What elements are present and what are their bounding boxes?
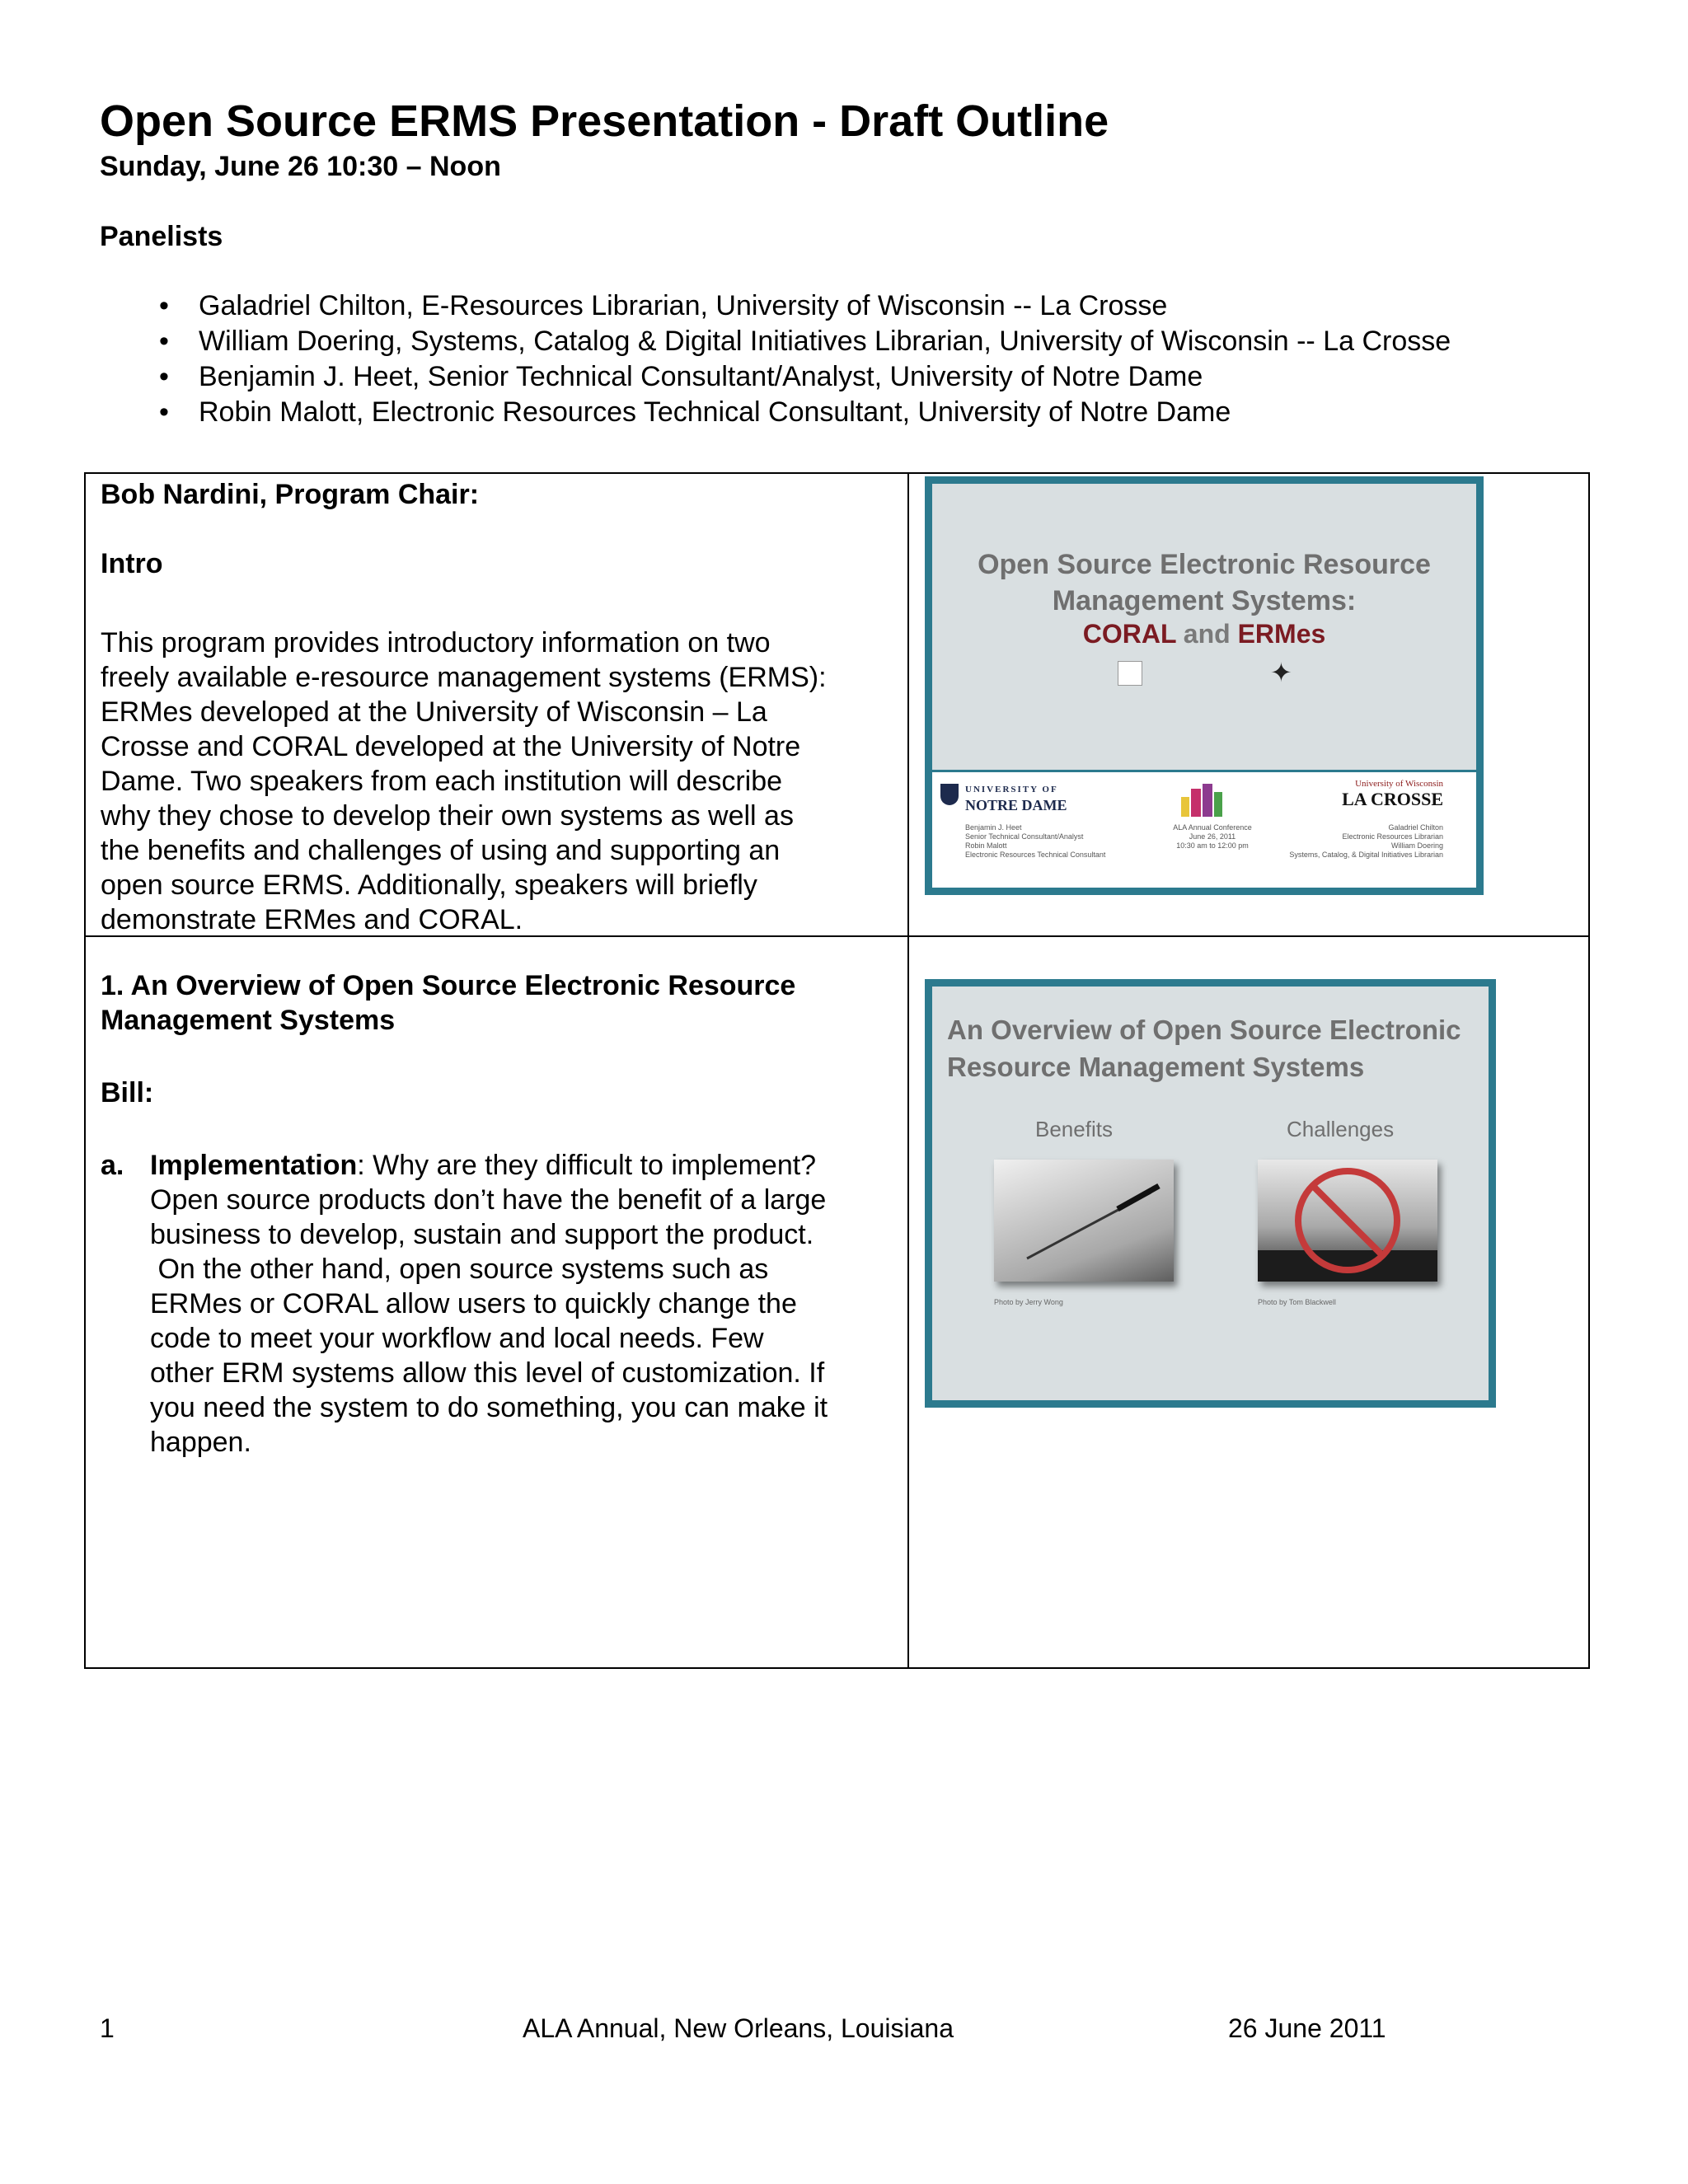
- intro-line: demonstrate ERMes and CORAL.: [101, 904, 523, 935]
- intro-line: ERMes developed at the University of Wisconsin – La: [101, 696, 767, 728]
- notre-dame-logo: UNIVERSITY OF NOTRE DAME: [965, 785, 1067, 813]
- handwriting-photo: [994, 1160, 1174, 1282]
- intro-line: the benefits and challenges of using and supporting an: [101, 835, 781, 866]
- slide-left-credits: Benjamin J. Heet Senior Technical Consultant/Analyst Robin Malott Electronic Resources Technical Consultant: [965, 823, 1106, 859]
- event-datetime: Sunday, June 26 10:30 – Noon: [100, 151, 501, 182]
- document-title: Open Source ERMS Presentation - Draft Outline: [100, 96, 1109, 146]
- panelist-item: • Benjamin J. Heet, Senior Technical Consultant/Analyst, University of Notre Dame: [100, 359, 1451, 395]
- coral-logo-icon: [1118, 661, 1142, 686]
- item-line: business to develop, sustain and support the product.: [150, 1219, 814, 1250]
- slide-footer: [932, 770, 1476, 888]
- protest-photo: [1258, 1160, 1437, 1282]
- photo-credit: Photo by Jerry Wong: [994, 1298, 1063, 1306]
- panelist-item: • William Doering, Systems, Catalog & Digital Initiatives Librarian, University of Wisconsin -- La Crosse: [100, 324, 1451, 359]
- item-marker: a.: [101, 1150, 124, 1181]
- benefits-label: Benefits: [1035, 1117, 1113, 1141]
- page-number: 1: [100, 2013, 115, 2043]
- slide-subtitle: CORAL and ERMes: [1082, 619, 1326, 649]
- notre-dame-shield-icon: [940, 784, 959, 805]
- footer-date: 26 June 2011: [1228, 2013, 1386, 2043]
- item-line: : Why are they difficult to implement?: [357, 1150, 817, 1181]
- photo-credit: Photo by Tom Blackwell: [1258, 1298, 1336, 1306]
- item-line: you need the system to do something, you can make it: [150, 1392, 828, 1423]
- slide-title: Open Source Electronic Resource Management Systems:: [978, 549, 1431, 616]
- implementation-item: [101, 1148, 828, 1460]
- title-slide-image: [925, 476, 1484, 895]
- panelist-item: • Galadriel Chilton, E-Resources Librarian, University of Wisconsin -- La Crosse: [100, 288, 1451, 324]
- overview-slide-image: [925, 979, 1496, 1408]
- intro-heading: Intro: [101, 548, 163, 579]
- intro-line: why they chose to develop their own systems as well as: [101, 800, 794, 832]
- item-line: happen.: [150, 1427, 251, 1458]
- la-crosse-logo: University of Wisconsin LA CROSSE: [1342, 779, 1443, 809]
- intro-line: Dame. Two speakers from each institution will describe: [101, 766, 783, 797]
- item-line: other ERM systems allow this level of customization. If: [150, 1357, 825, 1389]
- overview-cell: [101, 968, 828, 1460]
- section-heading: 1. An Overview of Open Source Electronic Resource: [101, 970, 796, 1001]
- column-divider: [907, 474, 909, 1667]
- intro-line: This program provides introductory information on two: [101, 627, 771, 658]
- slide-title: An Overview of Open Source Electronic Resource Management Systems: [947, 1015, 1461, 1082]
- ala-logo-icon: [1179, 780, 1229, 818]
- intro-line: freely available e-resource management systems (ERMS):: [101, 662, 827, 693]
- panelist-item: • Robin Malott, Electronic Resources Technical Consultant, University of Notre Dame: [100, 395, 1451, 430]
- item-line: ERMes or CORAL allow users to quickly change the: [150, 1288, 797, 1319]
- item-line: code to meet your workflow and local needs. Few: [150, 1323, 764, 1354]
- footer-event: ALA Annual, New Orleans, Louisiana: [523, 2013, 954, 2043]
- compass-star-icon: ✦: [1270, 658, 1292, 687]
- section-heading: Management Systems: [101, 1005, 396, 1036]
- slide-center-credits: ALA Annual Conference June 26, 2011 10:30 am to 12:00 pm: [1173, 823, 1252, 850]
- intro-cell: [101, 477, 827, 937]
- intro-line: open source ERMS. Additionally, speakers will briefly: [101, 869, 757, 901]
- item-label: Implementation: [150, 1150, 358, 1181]
- speaker-label: Bill:: [101, 1077, 154, 1108]
- panelist-list: [100, 288, 1451, 430]
- slide-right-credits: Galadriel Chilton Electronic Resources Librarian William Doering Systems, Catalog, & Digital Initiatives Librarian: [1289, 823, 1443, 859]
- item-line: Open source products don’t have the benefit of a large: [150, 1184, 827, 1216]
- item-line: On the other hand, open source systems such as: [150, 1254, 769, 1285]
- intro-line: Crosse and CORAL developed at the University of Notre: [101, 731, 801, 762]
- panelists-heading: Panelists: [100, 221, 223, 252]
- program-chair: Bob Nardini, Program Chair:: [101, 479, 480, 510]
- challenges-label: Challenges: [1287, 1117, 1395, 1141]
